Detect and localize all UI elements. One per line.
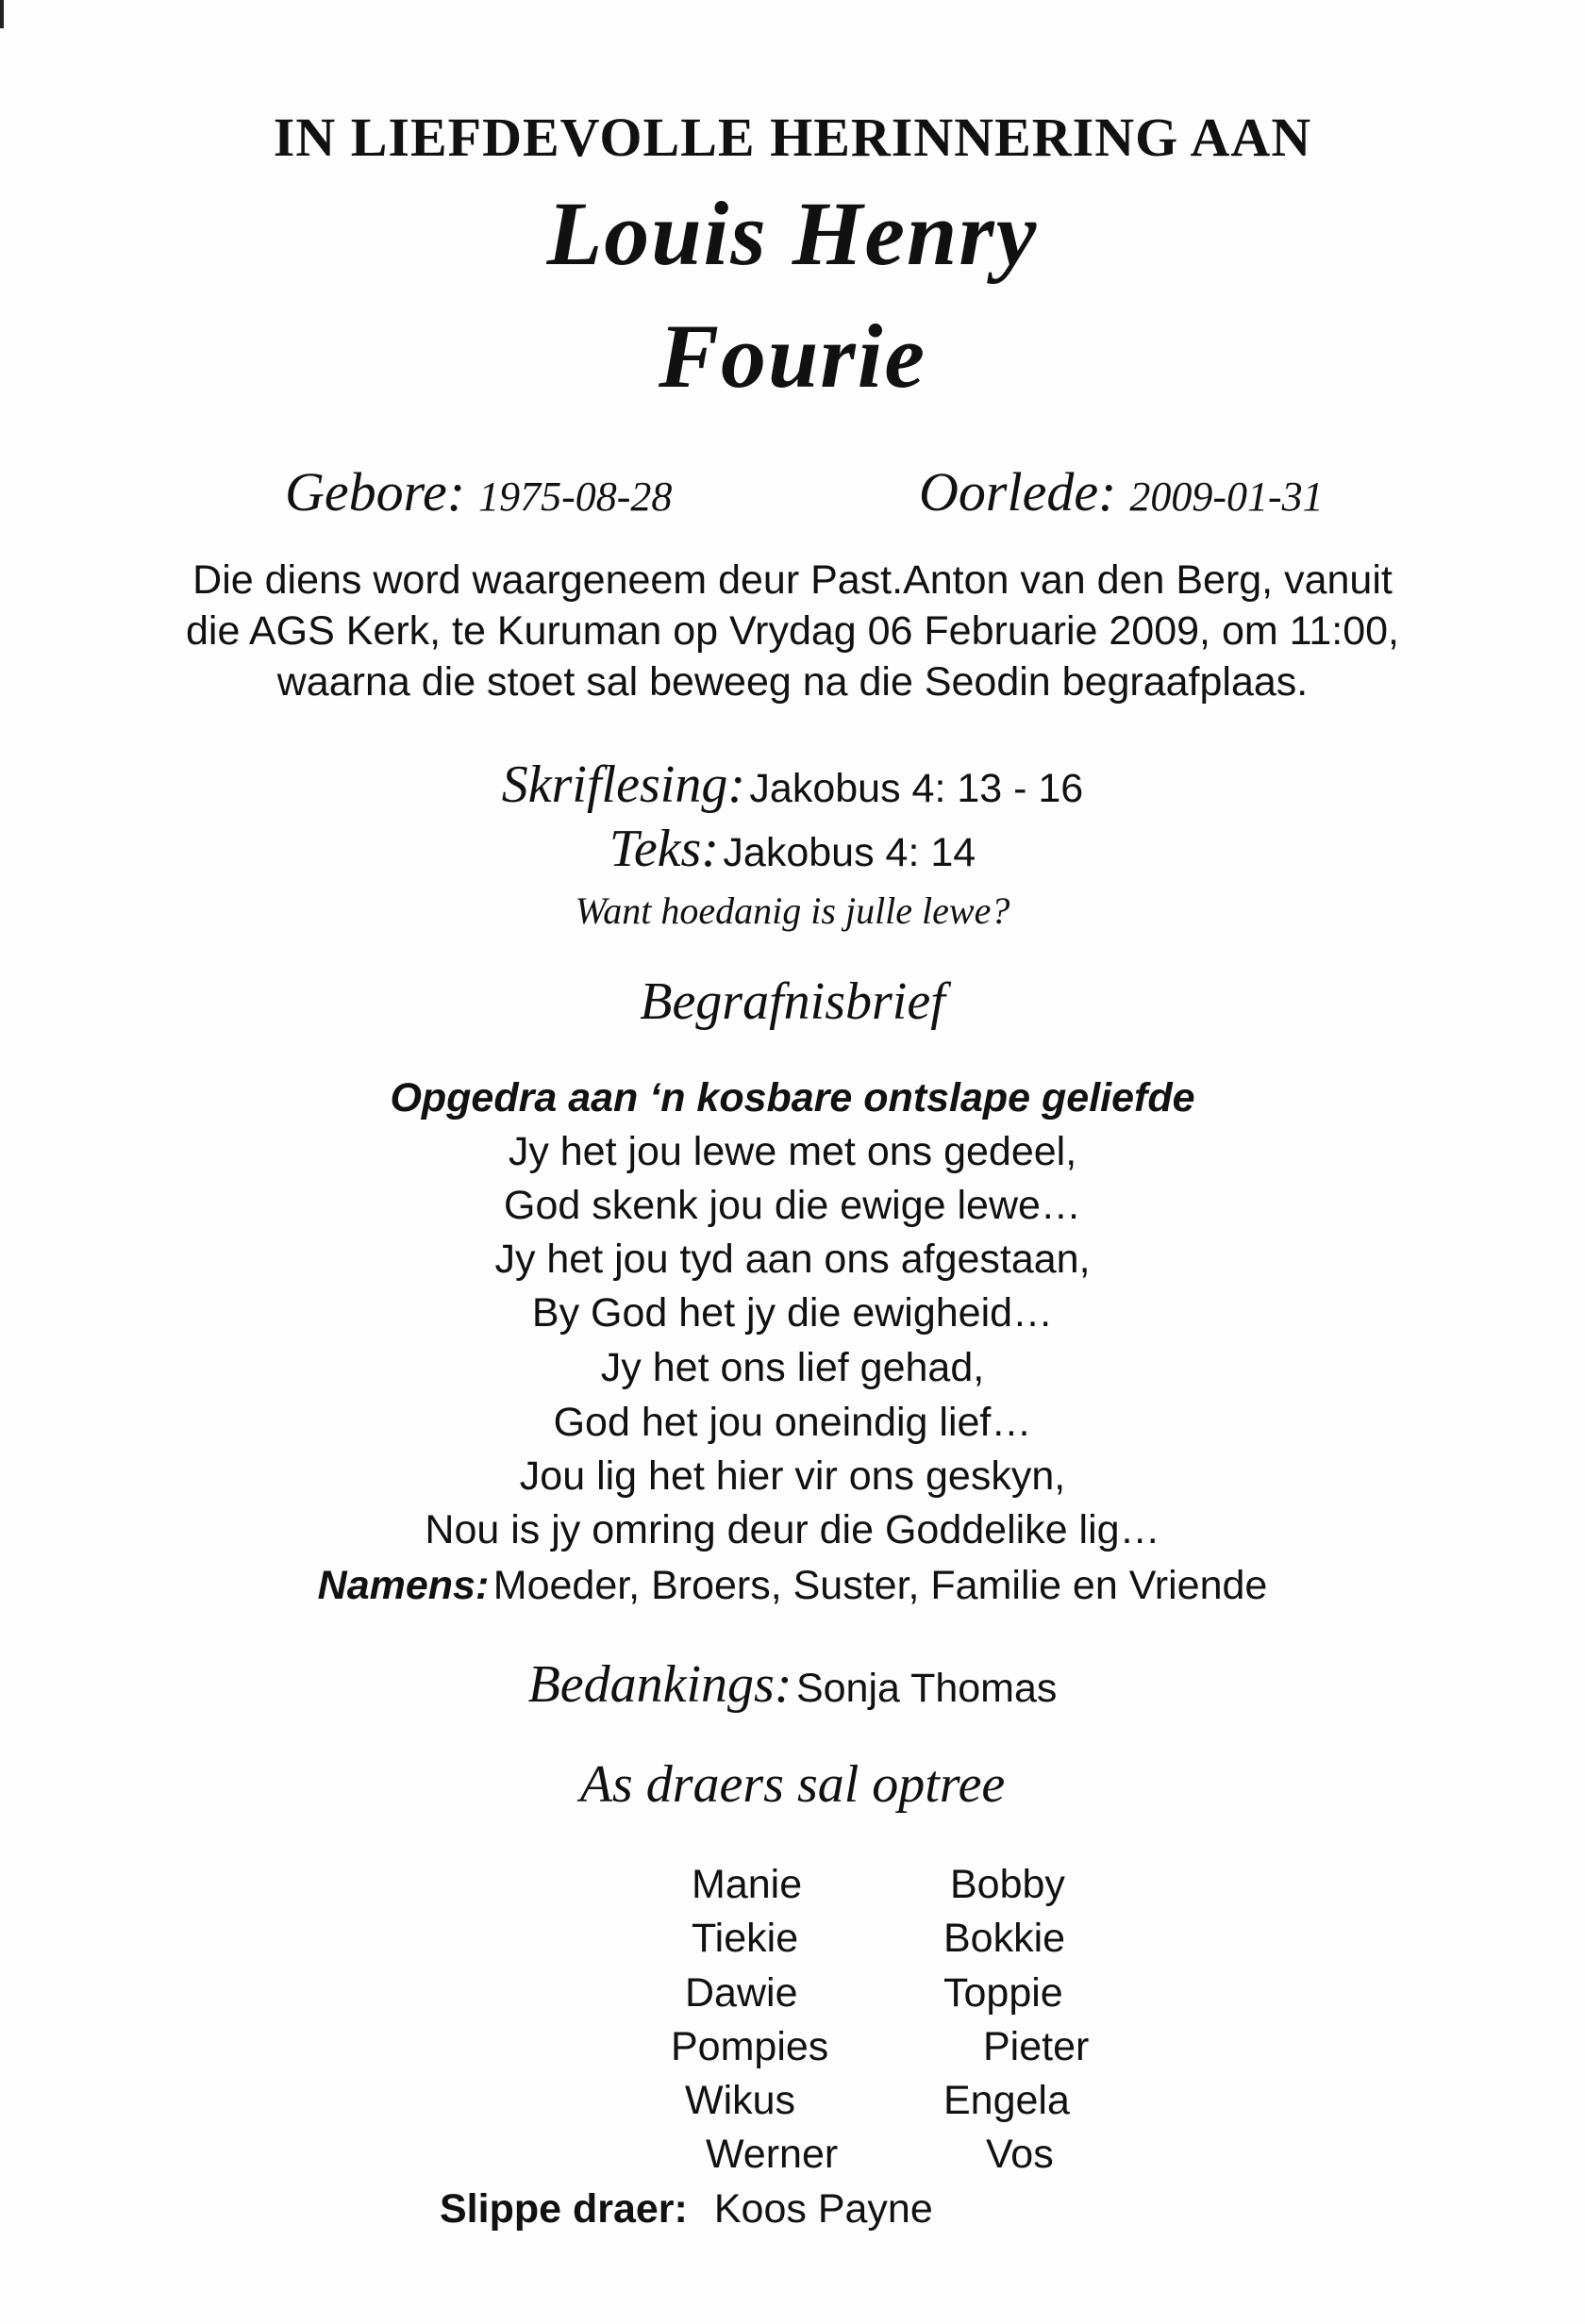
- pallbearer-name: Pompies: [671, 2024, 829, 2069]
- deceased-surname: Fourie: [658, 306, 927, 407]
- on-behalf-value: Moeder, Broers, Suster, Familie en Vriende: [492, 1563, 1268, 1608]
- thanks-label: Bedankings:: [527, 1655, 792, 1714]
- poem-line: Jou lig het hier vir ons geskyn,: [519, 1453, 1066, 1499]
- scripture-text: [0, 819, 1585, 879]
- reserve-bearer-label: Slippe draer:: [440, 2186, 688, 2232]
- on-behalf-label: Namens:: [317, 1563, 490, 1608]
- scripture-text-label: Teks:: [609, 820, 719, 878]
- scripture-text-value: Jakobus 4: 14: [723, 830, 976, 875]
- service-line-1: Die diens word waargeneem deur Past.Anton van den Berg, vanuit: [192, 557, 1393, 603]
- dedication-line: Opgedra aan ‘n kosbare ontslape geliefde: [390, 1075, 1195, 1120]
- death-date: [919, 460, 1324, 523]
- service-line-3: waarna die stoet sal beweeg na die Seodin begraafplaas.: [276, 659, 1309, 705]
- birth-date-label: Gebore:: [285, 461, 466, 523]
- memorial-heading: IN LIEFDEVOLLE HERINNERING AAN: [273, 107, 1312, 168]
- pallbearer-name: Werner: [706, 2132, 839, 2177]
- reserve-bearer-value: Koos Payne: [713, 2186, 933, 2232]
- scan-edge-mark: [0, 0, 4, 28]
- poem-line: Jy het jou tyd aan ons afgestaan,: [494, 1237, 1091, 1282]
- pallbearer-name: Bobby: [950, 1862, 1065, 1907]
- pallbearer-name: Dawie: [685, 1970, 798, 2016]
- on-behalf-of: [0, 1563, 1585, 1609]
- poem-line: Jy het ons lief gehad,: [600, 1345, 985, 1390]
- reserve-bearer: [440, 2186, 933, 2233]
- pallbearer-name: Tiekie: [692, 1916, 799, 1961]
- birth-date: [285, 460, 672, 523]
- funeral-letter-title: Begrafnisbrief: [640, 972, 945, 1031]
- deceased-first-names: Louis Henry: [546, 183, 1039, 284]
- scripture-quote: Want hoedanig is julle lewe?: [575, 889, 1010, 932]
- service-line-2: die AGS Kerk, te Kuruman op Vrydag 06 Februarie 2009, om 11:00,: [186, 608, 1399, 654]
- pallbearer-name: Pieter: [983, 2024, 1090, 2069]
- thanks: [0, 1654, 1585, 1715]
- death-date-label: Oorlede:: [919, 461, 1117, 523]
- pallbearer-name: Toppie: [943, 1970, 1063, 2016]
- poem-line: God skenk jou die ewige lewe…: [504, 1183, 1081, 1228]
- poem-line: By God het jy die ewigheid…: [531, 1290, 1054, 1336]
- thanks-value: Sonja Thomas: [795, 1666, 1058, 1711]
- pallbearer-name: Wikus: [685, 2078, 796, 2123]
- pallbearers-title: As draers sal optree: [579, 1755, 1006, 1814]
- poem-line: God het jou oneindig lief…: [553, 1400, 1032, 1445]
- pallbearer-name: Manie: [692, 1862, 803, 1907]
- scripture-reading-label: Skriflesing:: [501, 755, 745, 814]
- birth-date-value: 1975-08-28: [478, 473, 673, 520]
- pallbearer-name: Bokkie: [943, 1916, 1066, 1961]
- death-date-value: 2009-01-31: [1129, 473, 1324, 520]
- scripture-reading: [0, 755, 1585, 815]
- pallbearer-name: Vos: [986, 2132, 1054, 2177]
- poem-line: Nou is jy omring deur die Goddelike lig…: [425, 1507, 1160, 1552]
- pallbearer-name: Engela: [943, 2078, 1070, 2123]
- scripture-reading-value: Jakobus 4: 13 - 16: [749, 766, 1084, 811]
- poem-line: Jy het jou lewe met ons gedeel,: [508, 1129, 1077, 1174]
